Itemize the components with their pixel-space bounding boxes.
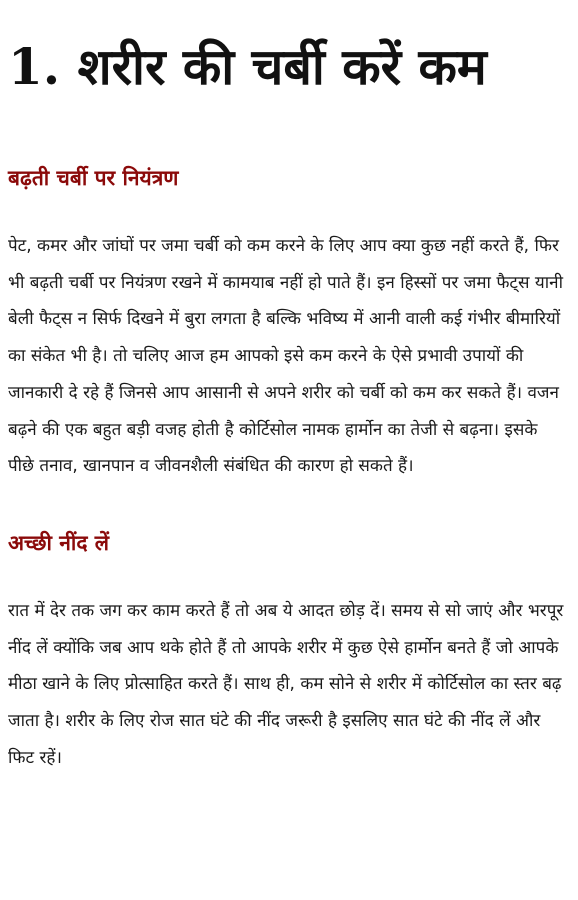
section-paragraph-fat-control: पेट, कमर और जांघों पर जमा चर्बी को कम करने के लिए आप क्या कुछ नहीं करते हैं, फिर भी बढ़ती चर्बी पर नियंत्रण रखने में कामयाब नहीं हो पाते हैं। इन हिस्सों पर जमा फैट्स यानी बेली फैट्स न सिर्फ दिखने में बुरा लगता है बल्कि भविष्य में आनी वाली कई गंभीर बीमारियों का संकेत भी है। तो चलिए आज हम आपको इसे कम करने के ऐसे प्रभावी उपायों की जानकारी दे रहे हैं जिनसे आप आसानी से अपने शरीर को चर्बी को कम कर सकते हैं। वजन बढ़ने की एक बहुत बड़ी वजह होती है कोर्टिसोल नामक हार्मोन का तेजी से बढ़ना। इसके पीछे तनाव, खानपान व जीवनशैली संबंधित की कारण हो सकते हैं। [8, 236, 563, 477]
section-paragraph-good-sleep: रात में देर तक जग कर काम करते हैं तो अब ये आदत छोड़ दें। समय से सो जाएं और भरपूर नींद लें क्योंकि जब आप थके होते हैं तो आपके शरीर में कुछ ऐसे हार्मोन बनते हैं जो आपके मीठा खाने के लिए प्रोत्साहित करते हैं। साथ ही, कम सोने से शरीर में कोर्टिसोल का स्तर बढ़ जाता है। शरीर के लिए रोज सात घंटे की नींद जरूरी है इसलिए सात घंटे की नींद लें और फिट रहें। [8, 600, 564, 768]
section-heading-fat-control: बढ़ती चर्बी पर नियंत्रण [8, 166, 179, 190]
section-heading-good-sleep: अच्छी नींद लें [8, 530, 110, 555]
page-title: 1. शरीर की चर्बी करें कम [8, 37, 487, 96]
